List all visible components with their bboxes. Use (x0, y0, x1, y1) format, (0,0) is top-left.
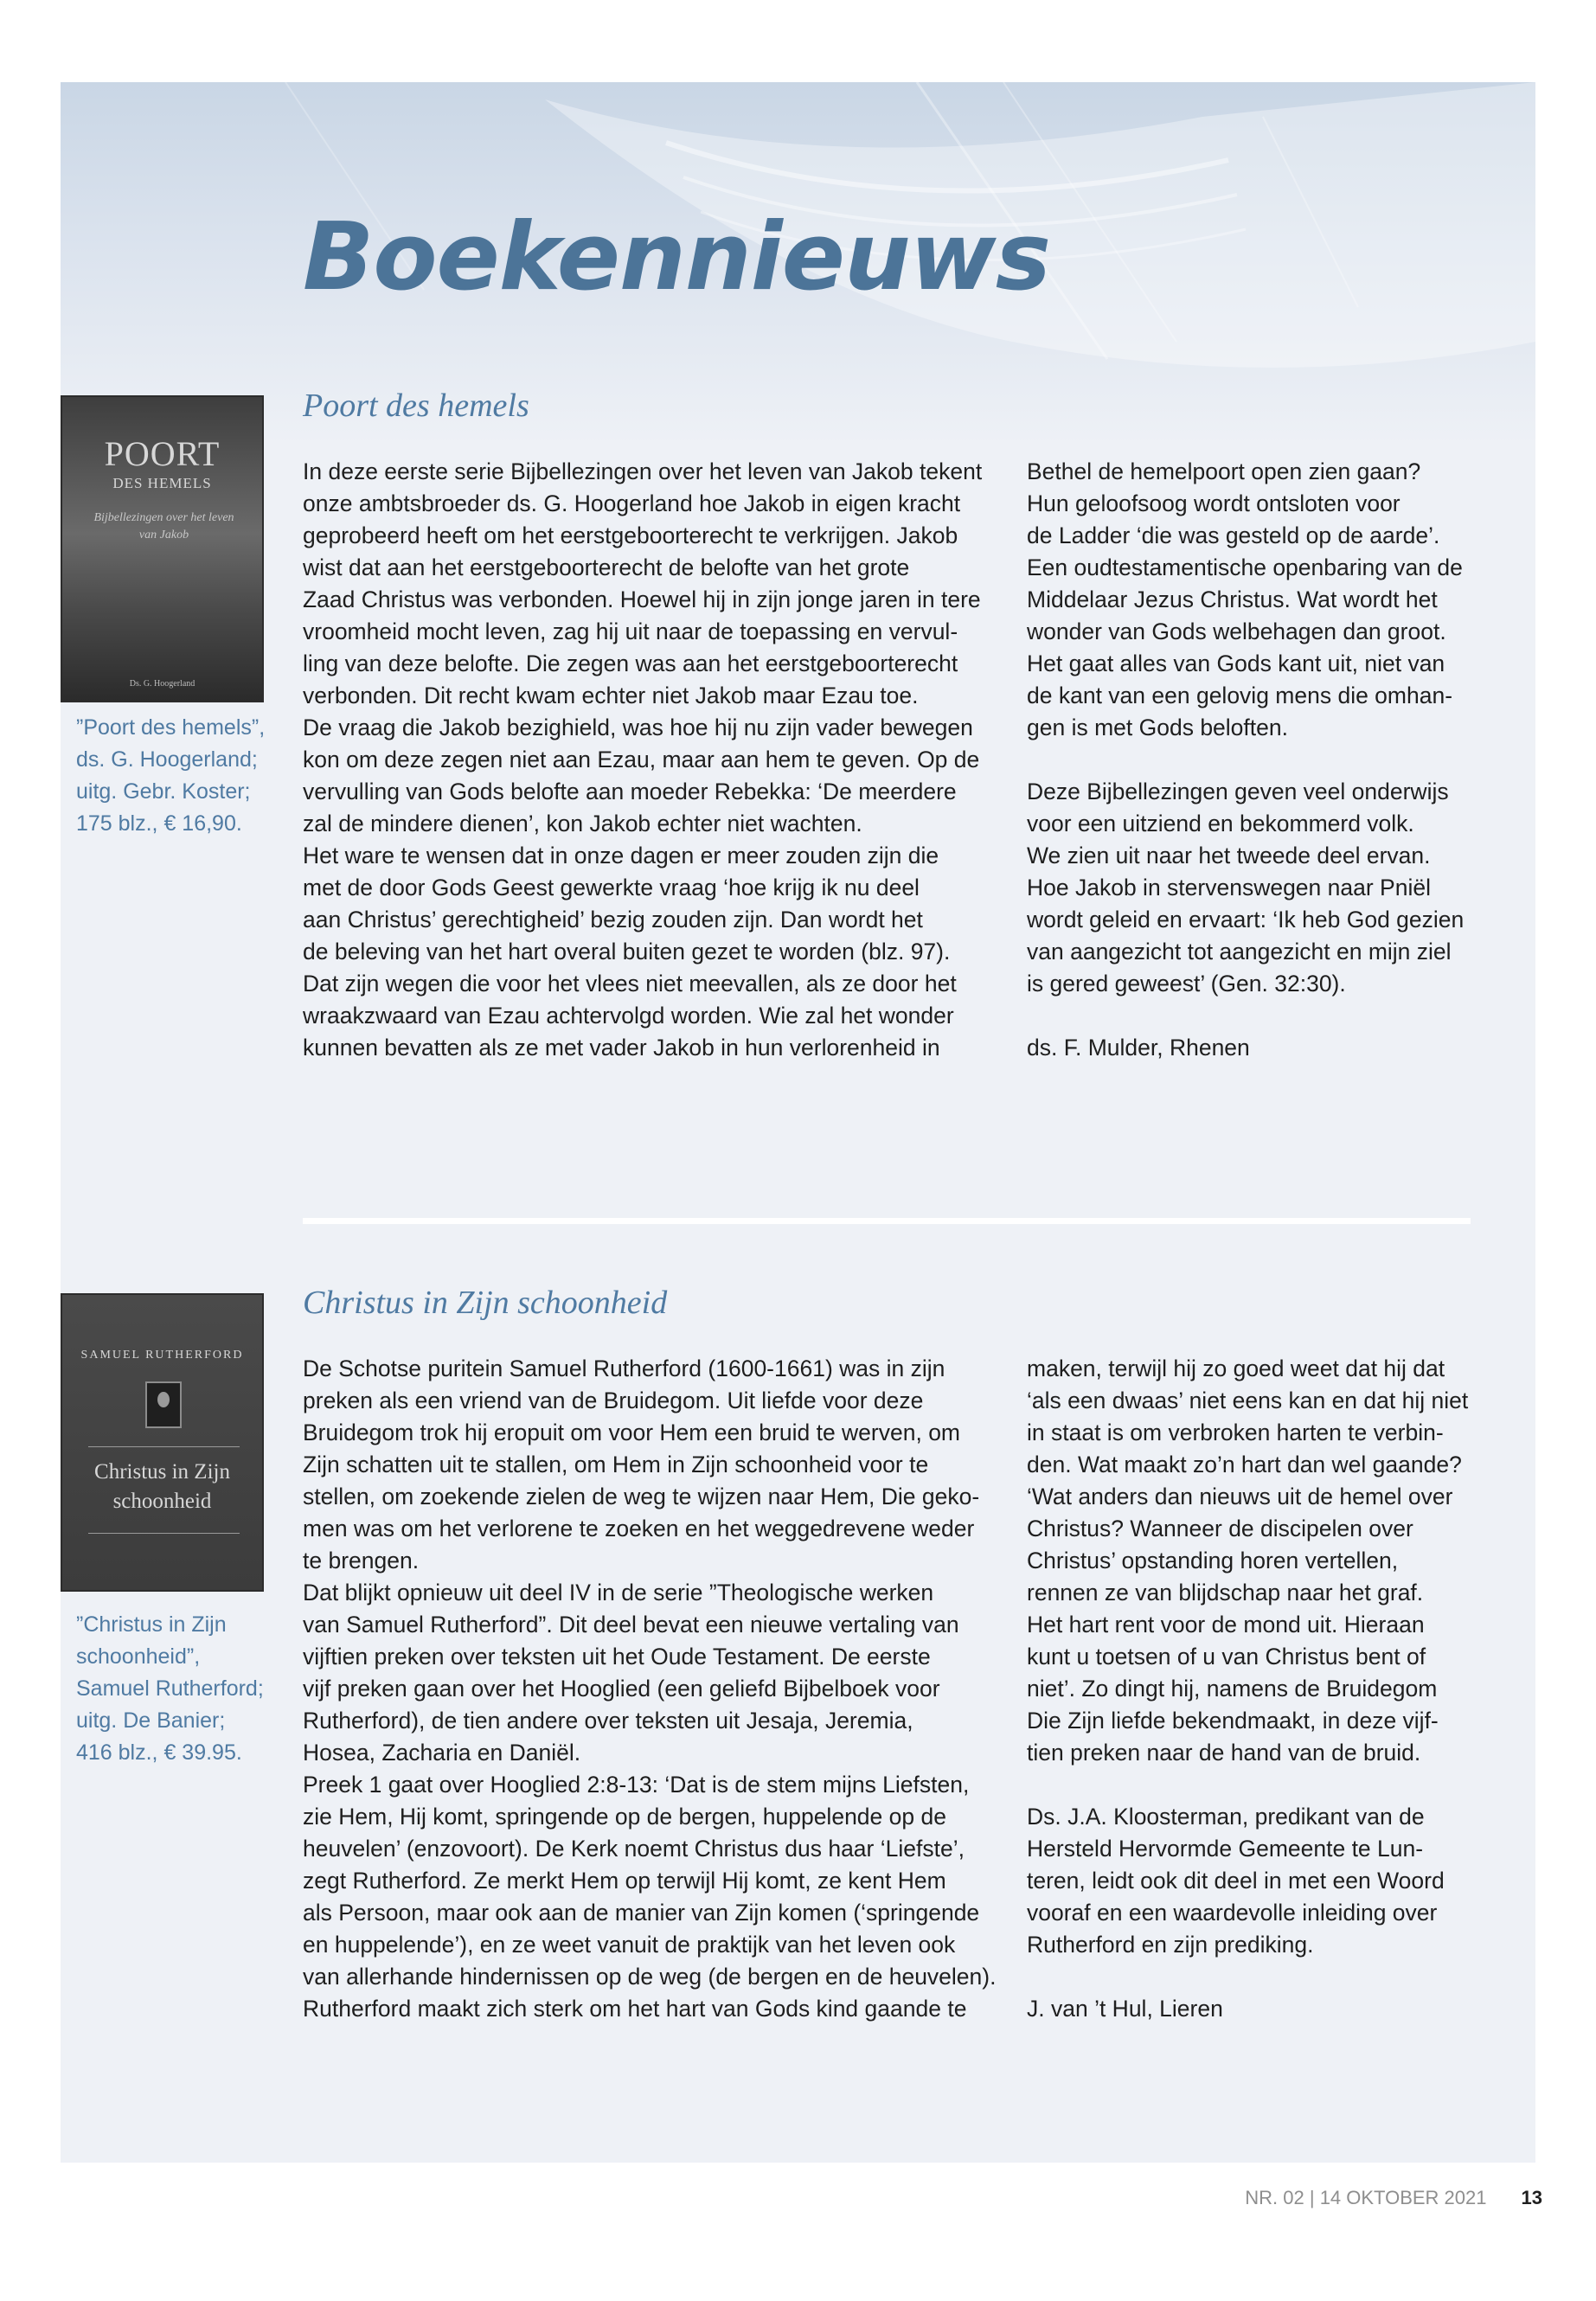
caption-line: 175 blz., € 16,90. (76, 811, 242, 836)
caption-line: ds. G. Hoogerland; (76, 747, 258, 772)
article-column-right: Bethel de hemelpoort open zien gaan? Hun geloofsoog wordt ontsloten voor de Ladder ‘die was gesteld op de aarde’. Een oudtestamentische openbaring van de Middelaar Jezus Christus. Wat wordt het wonder van Gods welbehagen dan groot. Het gaat alles van Gods kant uit, niet van de kant van een gelovig mens die omhan- gen is met Gods beloften. Deze Bijbellezingen geven veel onderwijs voor een uitziend en bekommerd volk. We zien uit naar het tweede deel ervan. Hoe Jakob in stervenswegen naar Pniël wordt geleid en ervaart: ‘Ik heb God gezien van aangezicht tot aangezicht en mijn ziel is gered geweest’ (Gen. 32:30). ds. F. Mulder, Rhenen (1027, 458, 1465, 1061)
article-title: Christus in Zijn schoonheid (303, 1285, 668, 1321)
cover-subtitle: DES HEMELS (112, 475, 212, 491)
cover-text: Bijbellezingen over het leven van Jakob (93, 511, 234, 542)
content-panel (61, 82, 1535, 2163)
article-column-left: De Schotse puritein Samuel Rutherford (1600-1661) was in zijn preken als een vriend van de Bruidegom. Uit liefde voor deze Bruidegom trok hij eropuit om voor Hem een bruid te werven, om Zijn schatten uit te stallen, om Hem in Zijn schoonheid voor te stellen, om zoekende zielen de weg te wijzen naar Hem, Die geko- men was om het verlorene te zoeken en het weggedrevene weder te brengen. Dat blijkt opnieuw uit deel IV in de serie ”Theologische werken van Samuel Rutherford”. Dit deel bevat een nieuwe vertaling van vijftien preken over teksten uit het Oude Testament. De eerste vijf preken gaan over het Hooglied (een geliefd Bijbelboek voor Rutherford), de tien andere over teksten uit Jesaja, Jeremia, Hosea, Zacharia en Daniël. Preek 1 gaat over Hooglied 2:8-13: ‘Dat is de stem mijns Liefsten, zie Hem, Hij komt, springende op de bergen, huppelende op de heuvelen’ (enzovoort). De Kerk noemt Christus dus haar ‘Liefste’, zegt Rutherford. Ze merkt Hem op terwijl Hij komt, ze kent Hem als Persoon, maar ook aan de manier van Zijn komen (‘springende en huppelende’), en ze weet vanuit de praktijk van het leven ook van allerhande hindernissen op de weg (de bergen en de heuvelen). Rutherford maakt zich sterk om het hart van Gods kind gaande te (303, 1356, 997, 2022)
caption-line: 416 blz., € 39.95. (76, 1740, 242, 1765)
issue-info: NR. 02 | 14 OKTOBER 2021 (1245, 2187, 1487, 2208)
cover-rule (88, 1446, 240, 1447)
article-column-left: In deze eerste serie Bijbellezingen over het leven van Jakob tekent onze ambtsbroeder ds. G. Hoogerland hoe Jakob in eigen kracht geprobeerd heeft om het eerstgeboorterecht te verkrijgen. Jakob wist dat aan het eerstgeboorterecht de belofte van het grote Zaad Christus was verbonden. Hoewel hij in zijn jonge jaren in tere vroomheid mocht leven, zag hij uit naar de toepassing en vervul- ling van deze belofte. Die zegen was aan het eerstgeboorterecht verbonden. Dit recht kwam echter niet Jakob maar Ezau toe. De vraag die Jakob bezighield, was hoe hij nu zijn vader bewegen kon om deze zegen niet aan Ezau, maar aan hem te geven. Op de vervulling van Gods belofte aan moeder Rebekka: ‘De meerdere zal de mindere dienen’, kon Jakob echter niet wachten. Het ware te wensen dat in onze dagen er meer zouden zijn die met de door Gods Geest gewerkte vraag ‘hoe krijg ik nu deel aan Christus’ gerechtigheid’ bezig zouden zijn. Dan wordt het de beleving van het hart overal buiten gezet te worden (blz. 97). Dat zijn wegen die voor het vlees niet meevallen, als ze door het wraakzwaard van Ezau achtervolgd worden. Wie zal het wonder kunnen bevatten als ze met vader Jakob in hun verlorenheid in (303, 458, 983, 1061)
page-footer (1245, 2187, 1542, 2209)
caption-line: ”Christus in Zijn (76, 1612, 227, 1637)
book-cover-image (61, 395, 264, 702)
article-column-right: maken, terwijl hij zo goed weet dat hij dat ‘als een dwaas’ niet eens kan en dat hij niet in staat is om verbroken harten te verbin- den. Wat maakt zo’n hart dan wel gaande? ‘Wat anders dan nieuws uit de hemel over Christus? Wanneer de discipelen over Christus’ opstanding horen vertellen, rennen ze van blijdschap naar het graf. Het hart rent voor de mond uit. Hieraan kunt u toetsen of u van Christus bent of niet’. Zo dingt hij, namens de Bruidegom Die Zijn liefde bekendmaakt, in deze vijf- tien preken naar de hand van de bruid. Ds. J.A. Kloosterman, predikant van de Hersteld Hervormde Gemeente te Lun- teren, leidt ook dit deel in met een Woord vooraf en een waardevolle inleiding over Rutherford en zijn prediking. J. van ’t Hul, Lieren (1027, 1356, 1469, 2022)
portrait-icon (145, 1381, 182, 1428)
cover-rule (88, 1533, 240, 1534)
caption-line: schoonheid”, (76, 1644, 201, 1669)
page-number: 13 (1521, 2187, 1542, 2208)
book-cover-image (61, 1293, 264, 1592)
caption-line: uitg. Gebr. Koster; (76, 779, 251, 804)
caption-line: Samuel Rutherford; (76, 1676, 264, 1701)
cover-author: Ds. G. Hoogerland (129, 679, 195, 689)
section-divider (303, 1218, 1471, 1224)
cover-title: Christus in Zijn schoonheid (94, 1460, 230, 1513)
caption-line: uitg. De Banier; (76, 1708, 226, 1733)
article-title: Poort des hemels (303, 388, 529, 424)
book-caption (76, 1609, 271, 1769)
caption-line: ”Poort des hemels”, (76, 715, 266, 740)
cover-author: SAMUEL RUTHERFORD (80, 1349, 244, 1362)
page-title: Boekennieuws (303, 203, 1050, 311)
book-caption (76, 712, 271, 840)
cover-title: POORT (104, 434, 221, 473)
